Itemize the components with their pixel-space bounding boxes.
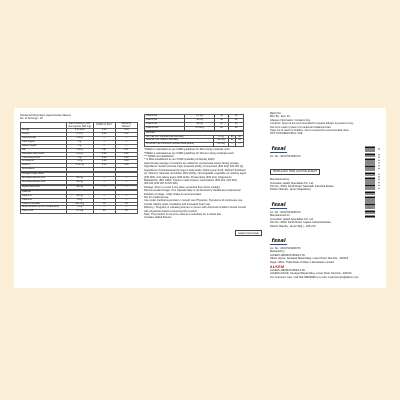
nutrient-amount: 0.5 mg — [185, 115, 214, 119]
rda-note: *%RDA is calculated as per ICMR guidelines for Men doing moderate work. — [144, 148, 231, 152]
rda-value: — — [93, 185, 115, 189]
ingredient-line: Storage: Store in a cool & dry place, protected from direct sunlight. — [144, 185, 221, 189]
manufacturer-address-2 — [270, 214, 366, 228]
rda-value: 36 — [115, 202, 137, 206]
manufacturer-address-1 — [270, 178, 366, 192]
address-line: Plot No.: 8069, Kandi Road, Sainiwalh Industrial Estate, — [270, 185, 335, 189]
nutrition-column — [20, 114, 138, 214]
ingredient-line: Note: This product is not to be used as a substitute for a varied diet. — [144, 212, 222, 216]
rda-value: 60 — [228, 139, 236, 143]
nutrition-table — [20, 122, 138, 214]
rda-value: — — [115, 140, 137, 144]
customer-care-info — [270, 269, 366, 279]
rda-value: 20 — [229, 122, 244, 126]
nutrient-amount: 0 mg — [66, 160, 93, 164]
rda-value: — — [93, 177, 115, 181]
rda-value: 0.01 — [93, 152, 115, 156]
nutrient-name: Trans Fatty Acids* — [21, 156, 67, 160]
nutrient-name: Omega-3 Fatty Acids — [21, 173, 67, 177]
license-number-3: Lic. No.: 10017021000379 — [270, 246, 301, 250]
address-line: Manufactured by: — [270, 178, 291, 182]
rda-value: — — [115, 206, 137, 210]
ingredient-line: Warning : Pregnant or Lactating women or person with chemical condition should consult — [144, 206, 246, 210]
rda-value: — — [115, 137, 137, 141]
license-number-1: Lic. No.: 10017021000379 — [270, 154, 301, 158]
rda-value: 10 — [214, 122, 229, 126]
rda-value: 30 — [93, 202, 115, 206]
rda-value: — — [236, 143, 244, 147]
rda-value: — — [115, 198, 137, 202]
nutrient-amount: 0.10 mg — [66, 164, 93, 168]
mineral-row — [145, 143, 244, 147]
marketer-address — [270, 250, 366, 264]
nutrient-amount: 0 g — [66, 156, 93, 160]
vitamin-row — [145, 126, 244, 130]
rda-value: 35 — [229, 115, 244, 119]
nutrient-amount: 90 mg — [66, 177, 93, 181]
rda-value: — — [93, 181, 115, 185]
rda-value: 40 — [229, 118, 244, 122]
ingredient-line: Ingredients: Gelatin (Animal origin (Capsule shell)), Humectants (INS 422) INS 420 (i)), — [144, 165, 244, 169]
rda-value: — — [93, 206, 115, 210]
rda-value: — — [93, 198, 115, 202]
nutrient-name: Antioxidants — [21, 168, 67, 172]
nutrient-name: Cholesterol* — [21, 160, 67, 164]
rda-value: 0.01 — [115, 152, 137, 156]
nutrition-table-body — [21, 129, 138, 214]
ingredient-line: Not for medicinal use. — [144, 195, 170, 199]
address-line: Manufactured for: — [270, 214, 291, 218]
ingredient-line: Contains added Flavour — [144, 216, 172, 220]
ingredient-line: include Gastric upset, headache and increased heart rate. — [144, 202, 211, 206]
address-line: District: Bareilly , Ajmer (Rajasthan) — [270, 188, 311, 192]
rda-value: 35 — [115, 210, 137, 214]
ingredient-line: Ingredients of Nutraceutical (Omega-3 Fatty Acids, Alpha Lipoic Acid), Refined Sunflower — [144, 168, 246, 172]
rda-value: — — [93, 140, 115, 144]
nutrient-name: Vitamins — [21, 190, 67, 194]
info-line: Batch No.: — [270, 112, 283, 115]
rda-value: 0.00 — [93, 160, 115, 164]
rda-value: 0.00 — [115, 160, 137, 164]
rda-value: 60 — [236, 139, 244, 143]
address-line: ALKEM LABORATORIES LTD. — [270, 268, 306, 272]
nutrition-title: Nutritional Information (Approximate Values) — [20, 114, 71, 117]
rda-value: 0.31 — [115, 133, 137, 137]
alkem-logo: ALKEM — [270, 264, 285, 269]
gelatin-tag: Gelatin Food Grade — [235, 230, 262, 236]
header-serving: Each Serving of Soft Gel Capsule (920 mg) — [66, 122, 93, 128]
nutrient-name: Vitamin B12 — [145, 126, 185, 130]
ingredient-line: Recommended Usage: One Capsule daily or as directed by Healthcare professional. — [144, 189, 242, 193]
rda-value: 0.10 — [115, 164, 137, 168]
address-line: Innovation Health Specialties Pvt. Ltd. — [270, 181, 314, 185]
rda-note: *%RDA is calculated as per ICMR guidelines for Women doing moderate work. — [144, 151, 235, 155]
nutrient-amount: 60 mg — [66, 181, 93, 185]
fssai-logo: fssai — [271, 145, 286, 152]
rda-value: 0.00 — [93, 156, 115, 160]
address-line: ALKEM LABORATORIES LTD. — [270, 253, 306, 257]
nutrient-name: Vitamin B3 — [145, 122, 185, 126]
info-line: Keep out of reach of children. Not to exceed the recommended dose. — [270, 129, 350, 133]
nutrient-name: Alpha Lipoic Acid — [21, 185, 67, 189]
nutrient-name: Beta-Carotene (as 30 % Dispersion) — [21, 206, 67, 210]
rda-value: — — [93, 194, 115, 198]
rda-value: 60 — [236, 135, 244, 139]
rda-value: 20 — [214, 126, 229, 130]
address-line: Marketed by: — [270, 250, 285, 254]
nutrition-row — [21, 210, 138, 214]
address-line: Plot No.: 8069, Kandi Road, Gujarat Industrial Estate, — [270, 221, 332, 225]
rda-notes — [144, 148, 262, 162]
nutrient-amount: 40 mg — [66, 194, 93, 198]
rda-value: 0.03 — [93, 129, 115, 133]
nutrient-amount: 8 mg — [66, 198, 93, 202]
nutrient-name: Vitamin C — [21, 194, 67, 198]
nutrient-name: Saturated Fatty Acids* — [21, 152, 67, 156]
rda-value: — — [93, 137, 115, 141]
address-line: Regd. Office: Trade Mark of Alkem Laboratories Limited — [270, 260, 334, 264]
rda-value: 44 — [214, 118, 229, 122]
nutrient-name: Added Sugars* — [21, 144, 67, 148]
details-column — [144, 114, 262, 239]
ingredients-text — [144, 162, 262, 220]
nutrient-name: Selenium (as Sodium Selenate) — [145, 139, 214, 143]
nutrient-amount: 40 mcg — [214, 139, 228, 143]
nutrient-amount: 25 mcg — [214, 143, 228, 147]
address-line: District: Bareilly , Ajmer (Raj.) - 206 210 — [270, 224, 316, 228]
rda-value: — — [228, 143, 236, 147]
nutrient-amount: 0.56 g — [66, 148, 93, 152]
rda-value: 0.97 — [93, 148, 115, 152]
ingredient-line: Approximate average of nutrients are added for compensate losses during storage. — [144, 161, 240, 165]
nutrient-name: Vitamin B6 — [21, 210, 67, 214]
nutrient-name: Protein — [21, 133, 67, 137]
rda-value: 60 — [228, 135, 236, 139]
nutrient-name: Carbohydrate — [21, 137, 67, 141]
rda-value: — — [115, 185, 137, 189]
info-line: Mfd. By : Exp. Dt : — [270, 115, 291, 119]
rda-note: *** %RDA not established — [144, 155, 174, 159]
nutrient-amount: 0.5 mcg — [185, 126, 214, 130]
barcode-digits: 8 904153 101024 — [377, 148, 380, 191]
nutrient-amount: 8 mg — [214, 135, 228, 139]
rda-value: 0.10 — [93, 164, 115, 168]
nutrient-amount: 0.18 g — [66, 137, 93, 141]
header-rda-men: %RDA for Men* — [93, 122, 115, 128]
rda-value: 40 — [93, 210, 115, 214]
nutrient-name: Vitamin A Acetate — [21, 202, 67, 206]
ingredient-line: Use under medical supervision / consult your Physician. Symptoms of continuous use — [144, 199, 243, 203]
nutrient-amount: 0.90 Kcal — [66, 129, 93, 133]
rda-value: 0.00 — [115, 156, 137, 160]
nutrient-name: Docosahexaenoic Acid — [21, 181, 67, 185]
ingredient-line: Maltodextrin (INS 1400), Titanium oxide Colour), Antioxidants (INS 321, INS 319), — [144, 178, 238, 182]
nutrient-name: Eicosapentaenoic Acid — [21, 177, 67, 181]
nutrient-name: Vitamin B1 — [145, 115, 185, 119]
header-rda-women: %RDA for Women* — [115, 122, 137, 128]
rda-value: — — [93, 144, 115, 148]
fssai-logo-2: fssai — [271, 201, 286, 208]
nutrient-name: Vitamin B2 — [145, 118, 185, 122]
rda-value: 0.04 — [115, 129, 137, 133]
address-line: ALKEM HOUSE, Senapati Bapat Marg, Lower Parel, Mumbai - 400013. — [270, 272, 353, 276]
info-line: Allergen Information: Contains Soy. — [270, 118, 311, 122]
rda-value: 40 — [214, 115, 229, 119]
nutrient-amount: 0 g — [66, 140, 93, 144]
nutrient-name: Energy* — [21, 129, 67, 133]
rda-value: 20 — [229, 126, 244, 130]
vitamins-table — [144, 114, 244, 131]
nutrient-name: Zinc (as Zinc Sulphate Monohydrate) — [145, 135, 214, 139]
nutrient-amount: 0.17 g — [66, 133, 93, 137]
nutrient-name: Chromium (as chromium chloride hexahydrate) — [145, 143, 214, 147]
address-line: Alkem House, Senapati Bapat Marg, Lower Parel, Mumbai - 400013. — [270, 257, 349, 261]
rda-value: 0.97 — [115, 148, 137, 152]
ingredient-line: (INS 901), Anti caking agent (INS 1102), Preservative (INS 211), Magnesium — [144, 175, 232, 179]
rda-value: — — [115, 144, 137, 148]
rda-value: 0.29 — [93, 133, 115, 137]
nutrient-amount: 10 mg — [185, 118, 214, 122]
address-line: Innovation Health Specialties Pvt. Ltd. — [270, 217, 314, 221]
nutrient-name: Sodium* — [21, 164, 67, 168]
nutrient-amount: 300 mcg — [66, 202, 93, 206]
nutrient-amount: 0.01 g — [66, 152, 93, 156]
vitamins-table-body — [145, 115, 244, 131]
nutrient-amount: 1.5 mg — [66, 210, 93, 214]
nutrient-amount: 0 g — [66, 144, 93, 148]
rda-value: — — [115, 181, 137, 185]
product-label-panel — [14, 108, 386, 288]
ingredient-line: Duration of usage : Daily intake as recommended. — [144, 192, 202, 196]
nutrient-name: Vitamin E — [21, 198, 67, 202]
info-line: Not to be used in place of a varied and balanced diet. — [270, 125, 332, 129]
nutrient-name: Fat* — [21, 148, 67, 152]
nutrient-amount: 1 mg — [66, 206, 93, 210]
servings-count: No. of Servings : 15 — [20, 117, 43, 121]
fssai-logo-3: fssai — [271, 237, 286, 244]
minerals-table-body — [145, 135, 244, 147]
nutrient-amount: 30 mg — [66, 185, 93, 189]
address-line: For Customer Care, Call 022-39829999 or e-mail: customercare@alkem.com — [270, 275, 359, 279]
ingredient-line: with physicians before consuming this product. — [144, 209, 198, 213]
minerals-title: Minerals — [145, 131, 244, 135]
info-line: Contents: Soya oil are recommended for people allergic to peanut or soy. — [270, 122, 354, 126]
license-number-2: Lic. No.: 10017021000379 — [270, 210, 301, 214]
barcode — [365, 146, 375, 218]
ingredient-line: INS 320 (INS 307 & INS 330). — [144, 182, 179, 186]
info-line: NOT FOR MEDICINAL USE — [270, 132, 303, 136]
rda-note: * % RDA established as per FSSR (Labelling & Display 2020) — [144, 158, 215, 162]
rda-value: — — [115, 194, 137, 198]
nutrient-name: Total Sugars — [21, 140, 67, 144]
batch-info — [270, 112, 366, 136]
ingredient-line: oil, Vitamins, Minerals, Emulsifier (INS 322(i)), Nonvegetable vegetable oil, Glazing agent — [144, 172, 247, 176]
minerals-table — [144, 131, 244, 148]
manufacturer-column — [270, 112, 366, 279]
laxative-warning-box: PEOPLE MAY HAVE LAXATIVE EFFECT — [270, 169, 320, 175]
nutrient-amount: 10 mg — [185, 122, 214, 126]
rda-value: — — [115, 177, 137, 181]
